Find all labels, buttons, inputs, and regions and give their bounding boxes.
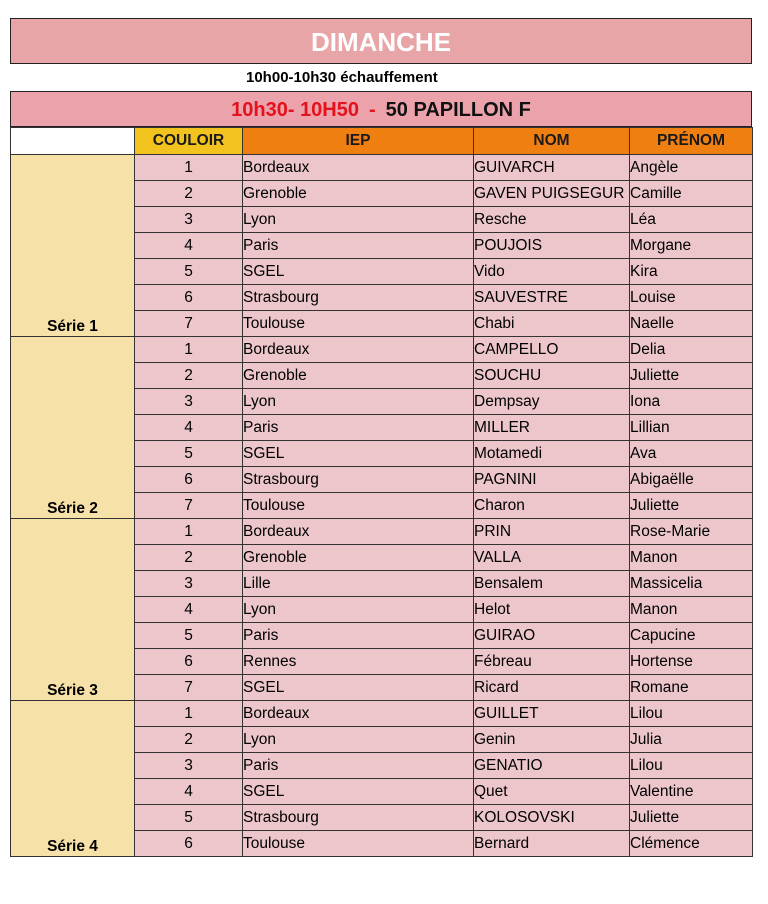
couloir-cell: 4 — [135, 779, 243, 805]
iep-cell: Paris — [243, 233, 474, 259]
table-header-row — [11, 128, 753, 155]
table-row — [11, 701, 753, 727]
iep-cell: Bordeaux — [243, 337, 474, 363]
prenom-cell: Massicelia — [630, 571, 753, 597]
nom-cell: GUILLET — [474, 701, 630, 727]
prenom-cell: Rose-Marie — [630, 519, 753, 545]
table-body — [11, 155, 753, 857]
nom-cell: GUIVARCH — [474, 155, 630, 181]
iep-cell: Strasbourg — [243, 467, 474, 493]
nom-cell: Resche — [474, 207, 630, 233]
nom-cell: Fébreau — [474, 649, 630, 675]
iep-cell: Grenoble — [243, 363, 474, 389]
iep-cell: Lyon — [243, 389, 474, 415]
table-row — [11, 337, 753, 363]
nom-cell: PRIN — [474, 519, 630, 545]
couloir-cell: 6 — [135, 285, 243, 311]
iep-cell: Paris — [243, 415, 474, 441]
nom-cell: SAUVESTRE — [474, 285, 630, 311]
nom-cell: Genin — [474, 727, 630, 753]
couloir-cell: 2 — [135, 727, 243, 753]
couloir-cell: 2 — [135, 545, 243, 571]
iep-cell: SGEL — [243, 675, 474, 701]
prenom-cell: Juliette — [630, 363, 753, 389]
iep-cell: Strasbourg — [243, 805, 474, 831]
lanes-table — [10, 127, 753, 857]
iep-cell: Lille — [243, 571, 474, 597]
iep-cell: Bordeaux — [243, 519, 474, 545]
nom-cell: Chabi — [474, 311, 630, 337]
nom-cell: MILLER — [474, 415, 630, 441]
couloir-cell: 7 — [135, 675, 243, 701]
nom-cell: KOLOSOVSKI — [474, 805, 630, 831]
prenom-cell: Iona — [630, 389, 753, 415]
couloir-cell: 5 — [135, 623, 243, 649]
iep-cell: Grenoble — [243, 545, 474, 571]
prenom-column-header: PRÉNOM — [630, 128, 753, 155]
nom-cell: Quet — [474, 779, 630, 805]
prenom-cell: Léa — [630, 207, 753, 233]
couloir-cell: 3 — [135, 207, 243, 233]
couloir-cell: 2 — [135, 363, 243, 389]
nom-cell: Dempsay — [474, 389, 630, 415]
iep-cell: Lyon — [243, 207, 474, 233]
serie-column-header — [11, 128, 135, 155]
prenom-cell: Angèle — [630, 155, 753, 181]
serie-label: Série 3 — [11, 519, 135, 701]
couloir-cell: 4 — [135, 597, 243, 623]
iep-cell: Paris — [243, 623, 474, 649]
nom-column-header: NOM — [474, 128, 630, 155]
couloir-cell: 1 — [135, 155, 243, 181]
prenom-cell: Lilou — [630, 753, 753, 779]
couloir-cell: 6 — [135, 649, 243, 675]
prenom-cell: Clémence — [630, 831, 753, 857]
couloir-cell: 5 — [135, 805, 243, 831]
nom-cell: CAMPELLO — [474, 337, 630, 363]
nom-cell: GUIRAO — [474, 623, 630, 649]
table-row — [11, 519, 753, 545]
nom-cell: Motamedi — [474, 441, 630, 467]
prenom-cell: Naelle — [630, 311, 753, 337]
couloir-cell: 5 — [135, 441, 243, 467]
iep-cell: Strasbourg — [243, 285, 474, 311]
couloir-cell: 1 — [135, 519, 243, 545]
iep-column-header: IEP — [243, 128, 474, 155]
iep-cell: SGEL — [243, 441, 474, 467]
nom-cell: SOUCHU — [474, 363, 630, 389]
prenom-cell: Louise — [630, 285, 753, 311]
nom-cell: Bernard — [474, 831, 630, 857]
nom-cell: POUJOIS — [474, 233, 630, 259]
nom-cell: Ricard — [474, 675, 630, 701]
nom-cell: Bensalem — [474, 571, 630, 597]
couloir-cell: 1 — [135, 701, 243, 727]
iep-cell: Bordeaux — [243, 155, 474, 181]
event-name: 50 PAPILLON F — [385, 99, 531, 121]
couloir-cell: 5 — [135, 259, 243, 285]
couloir-cell: 4 — [135, 233, 243, 259]
serie-label: Série 1 — [11, 155, 135, 337]
iep-cell: Toulouse — [243, 493, 474, 519]
iep-cell: Lyon — [243, 727, 474, 753]
prenom-cell: Manon — [630, 597, 753, 623]
nom-cell: Vido — [474, 259, 630, 285]
event-time: 10h30- 10H50 — [231, 99, 359, 121]
couloir-cell: 7 — [135, 493, 243, 519]
couloir-cell: 7 — [135, 311, 243, 337]
couloir-cell: 6 — [135, 831, 243, 857]
couloir-cell: 3 — [135, 571, 243, 597]
nom-cell: Helot — [474, 597, 630, 623]
couloir-cell: 3 — [135, 753, 243, 779]
iep-cell: Toulouse — [243, 311, 474, 337]
couloir-column-header: COULOIR — [135, 128, 243, 155]
prenom-cell: Julia — [630, 727, 753, 753]
prenom-cell: Lillian — [630, 415, 753, 441]
prenom-cell: Hortense — [630, 649, 753, 675]
event-separator: - — [368, 99, 376, 121]
iep-cell: Grenoble — [243, 181, 474, 207]
iep-cell: Rennes — [243, 649, 474, 675]
prenom-cell: Abigaëlle — [630, 467, 753, 493]
nom-cell: GAVEN PUIGSEGUR — [474, 181, 630, 207]
prenom-cell: Manon — [630, 545, 753, 571]
prenom-cell: Valentine — [630, 779, 753, 805]
nom-cell: Charon — [474, 493, 630, 519]
iep-cell: Lyon — [243, 597, 474, 623]
iep-cell: Paris — [243, 753, 474, 779]
prenom-cell: Juliette — [630, 493, 753, 519]
couloir-cell: 4 — [135, 415, 243, 441]
nom-cell: VALLA — [474, 545, 630, 571]
prenom-cell: Capucine — [630, 623, 753, 649]
iep-cell: SGEL — [243, 259, 474, 285]
couloir-cell: 1 — [135, 337, 243, 363]
prenom-cell: Kira — [630, 259, 753, 285]
day-banner: DIMANCHE — [10, 18, 752, 64]
prenom-cell: Juliette — [630, 805, 753, 831]
iep-cell: Toulouse — [243, 831, 474, 857]
couloir-cell: 2 — [135, 181, 243, 207]
warmup-time: 10h00-10h30 échauffement — [246, 69, 438, 86]
serie-label: Série 4 — [11, 701, 135, 857]
couloir-cell: 6 — [135, 467, 243, 493]
iep-cell: SGEL — [243, 779, 474, 805]
nom-cell: GENATIO — [474, 753, 630, 779]
table-row — [11, 155, 753, 181]
serie-label: Série 2 — [11, 337, 135, 519]
nom-cell: PAGNINI — [474, 467, 630, 493]
prenom-cell: Camille — [630, 181, 753, 207]
prenom-cell: Delia — [630, 337, 753, 363]
prenom-cell: Romane — [630, 675, 753, 701]
prenom-cell: Lilou — [630, 701, 753, 727]
prenom-cell: Ava — [630, 441, 753, 467]
prenom-cell: Morgane — [630, 233, 753, 259]
event-title — [10, 91, 752, 127]
iep-cell: Bordeaux — [243, 701, 474, 727]
couloir-cell: 3 — [135, 389, 243, 415]
